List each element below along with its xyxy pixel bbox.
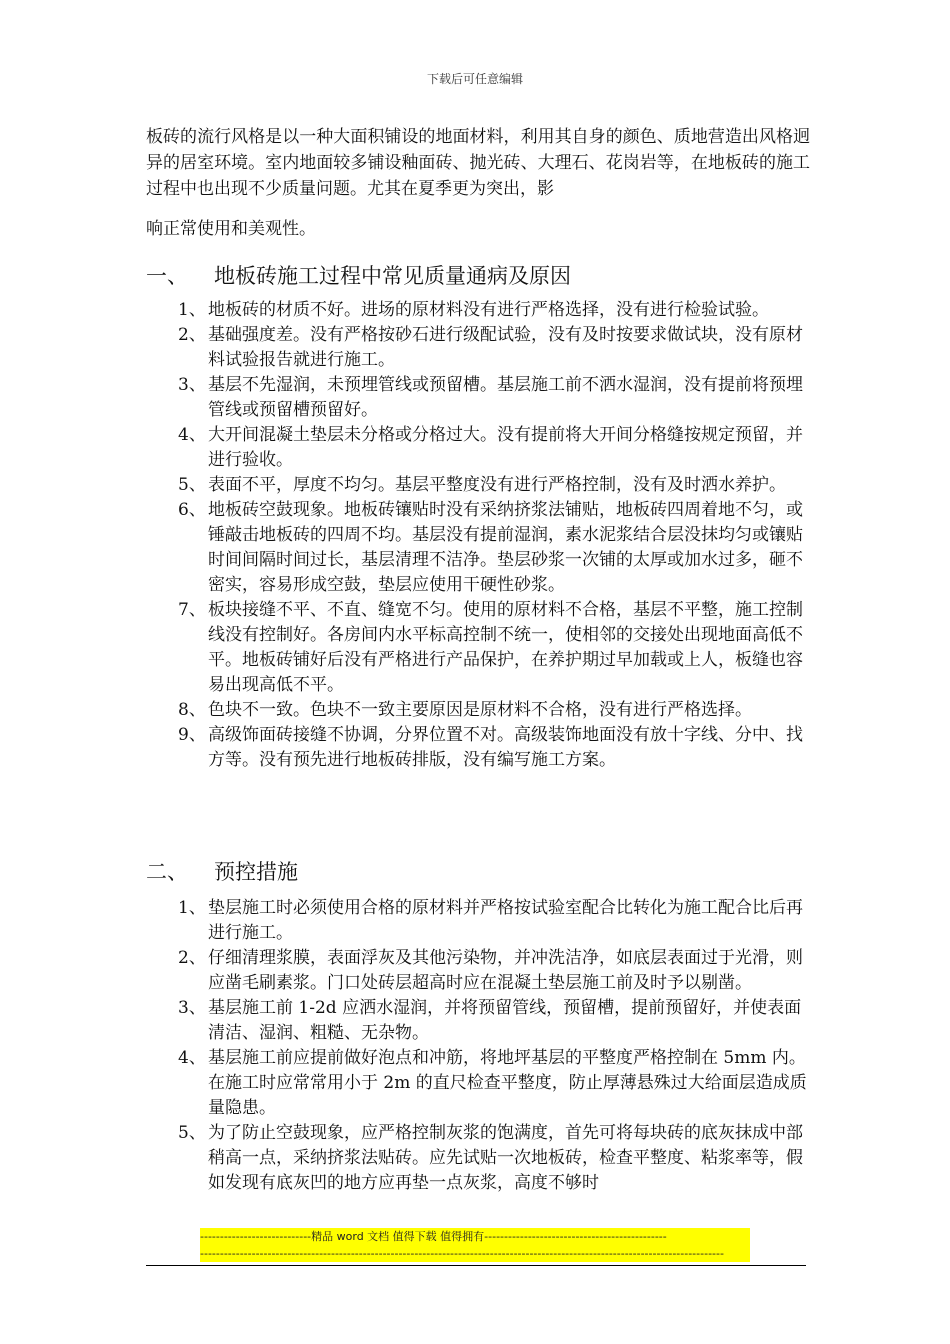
list-item-text: 基层不先湿润，未预埋管线或预留槽。基层施工前不洒水湿润，没有提前将预埋管线或预留槽预留好。 — [208, 375, 803, 420]
list-item-text: 为了防止空鼓现象，应严格控制灰浆的饱满度，首先可将每块砖的底灰抹成中部稍高一点，采纳挤浆法贴砖。应先试贴一次地板砖，检查平整度、粘浆率等，假如发现有底灰凹的地方应再垫一点灰浆，高度不够时 — [208, 1123, 803, 1193]
list-item — [178, 598, 810, 698]
section-heading-1: 地板砖施工过程中常见质量通病及原因 — [214, 264, 571, 288]
list-item-index: 1、 — [178, 898, 206, 918]
list-item-text: 色块不一致。色块不一致主要原因是原材料不合格，没有进行严格选择。 — [208, 700, 752, 720]
footer-banner-line-2: ------------------------------------------------------------------------------------------------------------------------------------ — [200, 1247, 724, 1260]
list-item-text: 基础强度差。没有严格按砂石进行级配试验，没有及时按要求做试块，没有原材料试验报告就进行施工。 — [208, 325, 803, 370]
list-item-text: 大开间混凝土垫层未分格或分格过大。没有提前将大开间分格缝按规定预留，并进行验收。 — [208, 425, 803, 470]
list-item — [178, 698, 810, 723]
footer-divider — [146, 1265, 806, 1266]
list-item-text: 垫层施工时必须使用合格的原材料并严格按试验室配合比转化为施工配合比后再进行施工。 — [208, 898, 803, 943]
list-item-index: 5、 — [178, 475, 206, 495]
list-item-text: 高级饰面砖接缝不协调，分界位置不对。高级装饰地面没有放十字线、分中、找方等。没有预先进行地板砖排版，没有编写施工方案。 — [208, 725, 803, 770]
list-item-text: 地板砖的材质不好。进场的原材料没有进行严格选择，没有进行检验试验。 — [208, 300, 769, 320]
list-item-index: 2、 — [178, 948, 206, 968]
list-item-text: 基层施工前 1-2d 应洒水湿润，并将预留管线，预留槽，提前预留好，并使表面清洁、湿润、粗糙、无杂物。 — [208, 998, 802, 1043]
list-item — [178, 323, 810, 373]
list-item-index: 9、 — [178, 725, 206, 745]
intro-text-1: 板砖的流行风格是以一种大面积铺设的地面材料，利用其自身的颜色、质地营造出风格迥异的居室环境。室内地面较多铺设釉面砖、抛光砖、大理石、花岗岩等，在地板砖的施工过程中也出现不少质量问题。尤其在夏季更为突出，影 — [146, 127, 810, 199]
list-item — [178, 723, 810, 773]
list-item-text: 基层施工前应提前做好泡点和冲筋，将地坪基层的平整度严格控制在 5mm 内。在施工时应常常用小于 2m 的直尺检查平整度，防止厚薄悬殊过大给面层造成质量隐患。 — [208, 1048, 807, 1118]
list-item-index: 4、 — [178, 425, 206, 445]
list-item — [178, 946, 810, 996]
section-heading-2: 预控措施 — [214, 860, 298, 884]
list-item-text: 表面不平，厚度不均匀。基层平整度没有进行严格控制，没有及时洒水养护。 — [208, 475, 786, 495]
list-item-text: 板块接缝不平、不直、缝宽不匀。使用的原材料不合格，基层不平整，施工控制线没有控制好。各房间内水平标高控制不统一，使相邻的交接处出现地面高低不平。地板砖铺好后没有严格进行产品保护，在养护期过早加载或上人，板缝也容易出现高低不平。 — [208, 600, 803, 695]
list-item — [178, 473, 810, 498]
list-item-text: 地板砖空鼓现象。地板砖镶贴时没有采纳挤浆法铺贴，地板砖四周着地不匀，或锤敲击地板砖的四周不均。基层没有提前湿润，素水泥浆结合层没抹均匀或镶贴时间间隔时间过长，基层清理不洁净。垫层砂浆一次铺的太厚或加水过多，砸不密实，容易形成空鼓，垫层应使用干硬性砂浆。 — [208, 500, 803, 595]
section-number-1: 一、 — [146, 264, 188, 288]
list-item — [178, 373, 810, 423]
list-item-index: 2、 — [178, 325, 206, 345]
header-note: 下载后可任意编辑 — [426, 72, 523, 86]
list-item-index: 8、 — [178, 700, 206, 720]
section-title-2 — [146, 858, 298, 886]
list-item-index: 4、 — [178, 1048, 206, 1068]
list-item — [178, 498, 810, 598]
list-item-index: 5、 — [178, 1123, 206, 1143]
list-item — [178, 1121, 810, 1196]
list-item — [178, 1046, 810, 1121]
list-item-index: 1、 — [178, 300, 206, 320]
list-item — [178, 298, 810, 323]
footer-banner-line-1: ----------------------------精品 word 文档 值得下载 值得拥有---------------------------------------------- — [200, 1230, 667, 1243]
list-item — [178, 996, 810, 1046]
list-item — [178, 423, 810, 473]
list-item-index: 6、 — [178, 500, 206, 520]
list-item-index: 3、 — [178, 375, 206, 395]
footer-banner — [200, 1228, 750, 1262]
list-item-index: 3、 — [178, 998, 206, 1018]
list-item — [178, 896, 810, 946]
section-title-1 — [146, 262, 571, 290]
list-item-text: 仔细清理浆膜，表面浮灰及其他污染物，并冲洗洁净，如底层表面过于光滑，则应凿毛刷素浆。门口处砖层超高时应在混凝土垫层施工前及时予以剔凿。 — [208, 948, 803, 993]
intro-text-2: 响正常使用和美观性。 — [146, 219, 316, 239]
section-1-list — [178, 298, 810, 773]
section-2-list — [178, 896, 810, 1196]
section-number-2: 二、 — [146, 860, 188, 884]
intro-paragraph — [146, 124, 810, 242]
list-item-index: 7、 — [178, 600, 206, 620]
